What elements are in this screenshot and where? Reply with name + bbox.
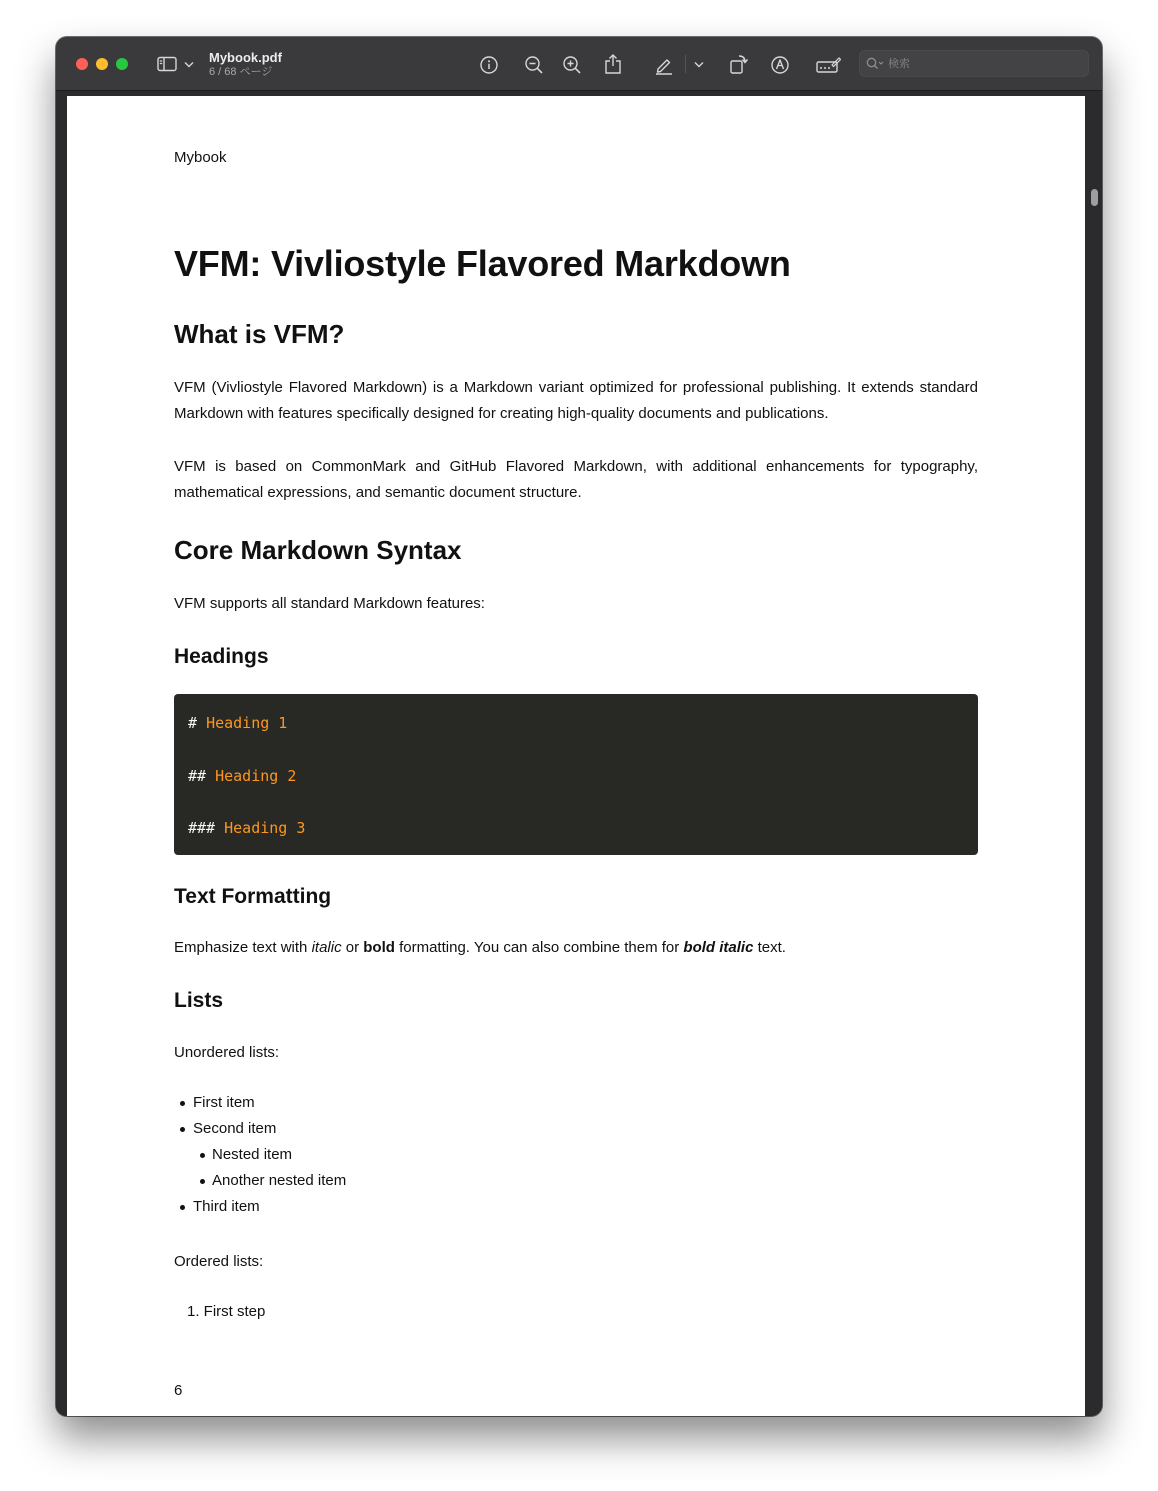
zoom-out-button[interactable] bbox=[523, 54, 545, 76]
info-button[interactable] bbox=[478, 54, 500, 76]
scrollbar-thumb[interactable] bbox=[1091, 189, 1098, 206]
paragraph-intro: VFM (Vivliostyle Flavored Markdown) is a Markdown variant optimized for professional publishing. It extends standard Markdown with features specifically designed for creating high-quality documents and publications. bbox=[174, 379, 978, 422]
minimize-window-button[interactable] bbox=[96, 58, 108, 70]
form-fill-icon bbox=[815, 55, 841, 75]
form-fill-button[interactable] bbox=[814, 54, 842, 76]
highlight-options-button[interactable] bbox=[692, 58, 706, 70]
markup-icon bbox=[770, 55, 790, 75]
heading-what-is-vfm: What is VFM? bbox=[174, 319, 345, 349]
search-field[interactable] bbox=[859, 50, 1089, 77]
list-item: Second item bbox=[193, 1120, 277, 1137]
markup-button[interactable] bbox=[769, 54, 791, 76]
sidebar-toggle-button[interactable] bbox=[156, 54, 178, 74]
zoom-out-icon bbox=[524, 55, 544, 75]
page-number: 6 bbox=[174, 1382, 183, 1399]
code-block bbox=[174, 694, 978, 855]
bullet-icon bbox=[180, 1101, 185, 1106]
search-icon bbox=[866, 57, 884, 70]
share-icon bbox=[604, 53, 622, 75]
highlight-button[interactable] bbox=[653, 54, 675, 76]
paragraph-based-on: VFM is based on CommonMark and GitHub Flavored Markdown, with additional enhancements for typography, mathematical expressions, and semantic document structure. bbox=[174, 458, 978, 501]
chevron-down-icon bbox=[694, 61, 704, 68]
rotate-icon bbox=[729, 53, 749, 75]
search-placeholder: 検索 bbox=[888, 58, 910, 70]
maximize-window-button[interactable] bbox=[116, 58, 128, 70]
ordered-list-item: 1. First step bbox=[187, 1303, 266, 1320]
page-indicator: 6 / 68 ページ bbox=[209, 66, 273, 78]
pdf-page bbox=[67, 96, 1085, 1416]
title-bar bbox=[56, 37, 1102, 91]
nested-list-item: Nested item bbox=[212, 1146, 293, 1163]
bullet-icon bbox=[180, 1205, 185, 1210]
document-viewport[interactable] bbox=[56, 91, 1102, 1416]
code-line: # Heading 1 bbox=[188, 714, 288, 732]
toolbar-separator bbox=[685, 55, 686, 73]
highlight-pen-icon bbox=[654, 55, 674, 75]
paragraph-supports: VFM supports all standard Markdown features: bbox=[174, 595, 485, 612]
zoom-in-button[interactable] bbox=[561, 54, 583, 76]
bullet-icon bbox=[200, 1179, 205, 1184]
heading-headings: Headings bbox=[174, 645, 269, 668]
preview-window bbox=[56, 37, 1102, 1416]
paragraph-ordered-label: Ordered lists: bbox=[174, 1253, 264, 1270]
sidebar-icon bbox=[157, 56, 177, 72]
nested-list-item: Another nested item bbox=[212, 1172, 347, 1189]
heading-lists: Lists bbox=[174, 989, 224, 1012]
page-title: VFM: Vivliostyle Flavored Markdown bbox=[174, 243, 791, 284]
share-button[interactable] bbox=[602, 52, 624, 76]
running-head: Mybook bbox=[174, 149, 227, 166]
sidebar-options-button[interactable] bbox=[182, 58, 196, 70]
bullet-icon bbox=[200, 1153, 205, 1158]
bullet-icon bbox=[180, 1127, 185, 1132]
heading-core-syntax: Core Markdown Syntax bbox=[174, 535, 462, 565]
heading-text-formatting: Text Formatting bbox=[174, 885, 332, 908]
zoom-in-icon bbox=[562, 55, 582, 75]
document-title: Mybook.pdf bbox=[209, 50, 282, 65]
paragraph-formatting: Emphasize text with italic or bold formatting. You can also combine them for bold italic text. bbox=[174, 939, 786, 956]
chevron-down-icon bbox=[184, 61, 194, 68]
code-line: ### Heading 3 bbox=[188, 819, 306, 837]
list-item: Third item bbox=[193, 1198, 260, 1215]
paragraph-unordered-label: Unordered lists: bbox=[174, 1044, 280, 1061]
info-icon bbox=[479, 55, 499, 75]
list-item: First item bbox=[193, 1094, 255, 1111]
code-line: ## Heading 2 bbox=[188, 767, 297, 785]
rotate-button[interactable] bbox=[728, 52, 750, 76]
close-window-button[interactable] bbox=[76, 58, 88, 70]
